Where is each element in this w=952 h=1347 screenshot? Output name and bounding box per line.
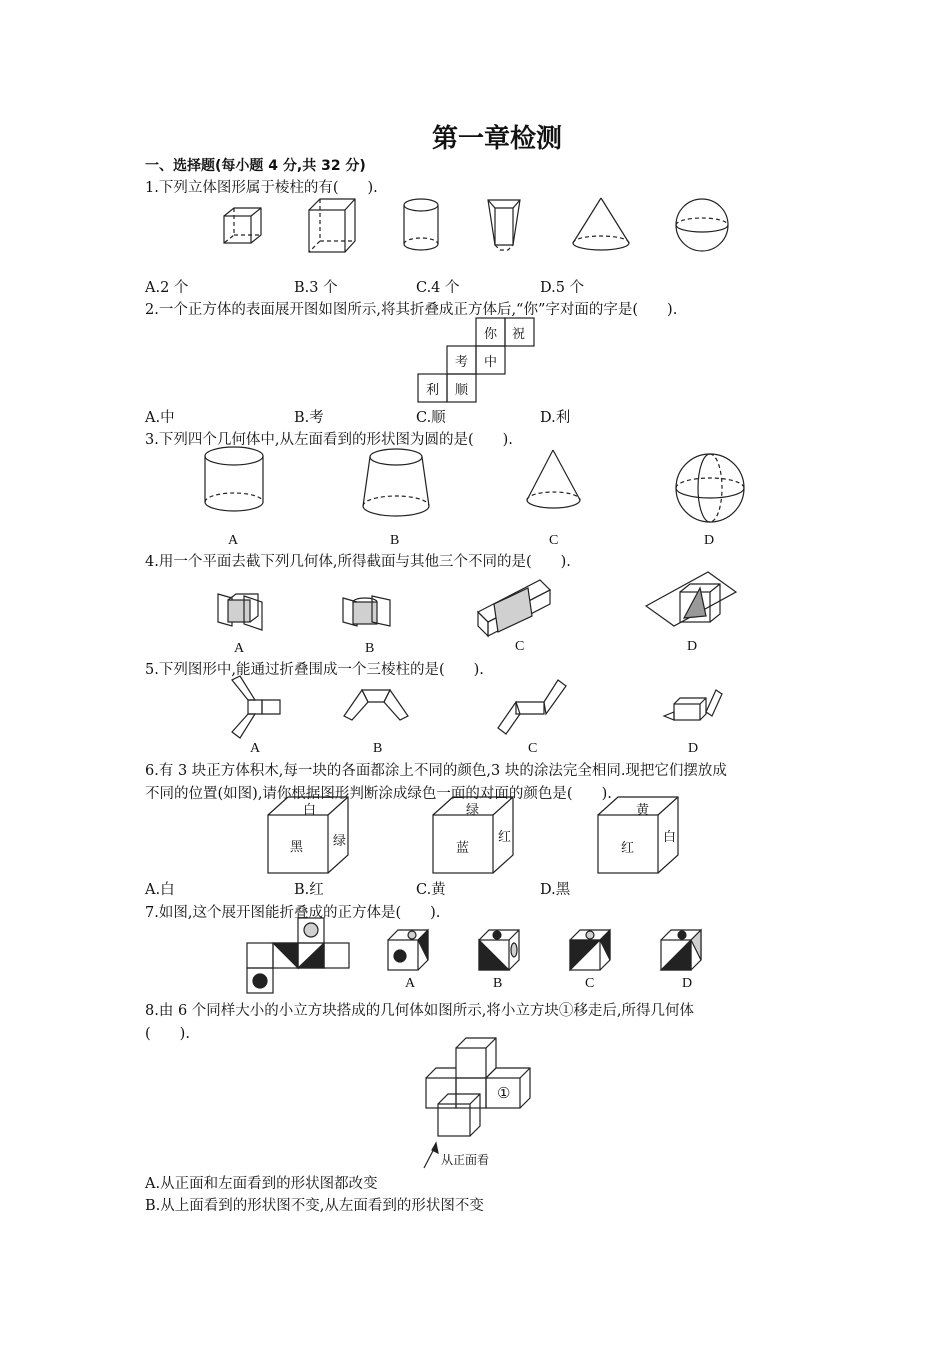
q8-option-a[interactable]: A.从正面和左面看到的形状图都改变 <box>145 1176 378 1192</box>
q1-option-a[interactable]: A.2 个 <box>145 280 189 296</box>
net-cell-zhu: 祝 <box>512 327 526 342</box>
question-5-stem: 5.下列图形中,能通过折叠围成一个三棱柱的是( ). <box>145 662 484 678</box>
q6-cube-1-side: 绿 <box>333 834 347 849</box>
q6-cube-3-top: 黄 <box>636 803 650 818</box>
q2-option-a[interactable]: A.中 <box>145 410 175 426</box>
q2-option-d[interactable]: D.利 <box>540 410 571 426</box>
q5-label-a: A <box>250 741 261 756</box>
q1-option-b[interactable]: B.3 个 <box>294 280 338 296</box>
q7-label-a: A <box>405 976 416 991</box>
question-1-stem: 1.下列立体图形属于棱柱的有( ). <box>145 180 378 196</box>
q5-label-c: C <box>528 741 538 756</box>
net-cell-ni: 你 <box>484 327 498 342</box>
net-cell-kao: 考 <box>455 355 469 370</box>
q1-option-c[interactable]: C.4 个 <box>416 280 460 296</box>
section-heading: 一、选择题(每小题 4 分,共 32 分) <box>145 158 366 174</box>
q6-cube-3-side: 白 <box>663 830 677 845</box>
q8-marker-1: ① <box>497 1086 511 1102</box>
q6-option-d[interactable]: D.黑 <box>540 882 571 898</box>
q7-label-d: D <box>682 976 693 991</box>
question-6-stem-line-1: 6.有 3 块正方体积木,每一块的各面都涂上不同的颜色,3 块的涂法完全相同.现把它们摆放成 <box>145 763 727 779</box>
q4-label-c: C <box>515 639 525 654</box>
q3-label-d: D <box>704 533 715 548</box>
q6-option-a[interactable]: A.白 <box>145 882 175 898</box>
question-3-stem: 3.下列四个几何体中,从左面看到的形状图为圆的是( ). <box>145 432 513 448</box>
q4-label-d: D <box>687 639 698 654</box>
q3-label-c: C <box>549 533 559 548</box>
q6-cube-1-top: 白 <box>303 803 317 818</box>
q6-cube-3-front: 红 <box>621 841 635 856</box>
q4-label-b: B <box>365 641 375 656</box>
q5-label-b: B <box>373 741 383 756</box>
net-cell-shun: 顺 <box>455 383 469 398</box>
question-2-stem: 2.一个正方体的表面展开图如图所示,将其折叠成正方体后,“你”字对面的字是( ). <box>145 302 678 318</box>
question-4-stem: 4.用一个平面去截下列几何体,所得截面与其他三个不同的是( ). <box>145 554 571 570</box>
q3-label-a: A <box>228 533 239 548</box>
question-6-stem-line-2: 不同的位置(如图),请你根据图形判断涂成绿色一面的对面的颜色是( ). <box>145 786 612 802</box>
q6-option-c[interactable]: C.黄 <box>416 882 446 898</box>
q6-cube-2-top: 绿 <box>466 803 480 818</box>
q7-label-b: B <box>493 976 503 991</box>
question-8-stem-line-1: 8.由 6 个同样大小的小立方块搭成的几何体如图所示,将小立方块①移走后,所得几何体 <box>145 1003 694 1019</box>
q6-cube-1-front: 黑 <box>290 840 304 855</box>
page-title: 第一章检测 <box>432 124 563 154</box>
net-cell-zhong: 中 <box>484 355 498 370</box>
q2-option-b[interactable]: B.考 <box>294 410 324 426</box>
question-7-stem: 7.如图,这个展开图能折叠成的正方体是( ). <box>145 905 441 921</box>
q5-label-d: D <box>688 741 699 756</box>
q1-option-d[interactable]: D.5 个 <box>540 280 585 296</box>
question-8-stem-line-2: ( ). <box>145 1026 190 1042</box>
q6-option-b[interactable]: B.红 <box>294 882 324 898</box>
q8-view-label: 从正面看 <box>441 1153 490 1167</box>
q6-cube-2-side: 红 <box>498 830 512 845</box>
q3-label-b: B <box>390 533 400 548</box>
q4-label-a: A <box>234 641 245 656</box>
q2-option-c[interactable]: C.顺 <box>416 410 446 426</box>
q8-option-b[interactable]: B.从上面看到的形状图不变,从左面看到的形状图不变 <box>145 1198 484 1214</box>
q6-cube-2-front: 蓝 <box>456 841 470 856</box>
net-cell-li: 利 <box>426 383 440 398</box>
q7-label-c: C <box>585 976 595 991</box>
